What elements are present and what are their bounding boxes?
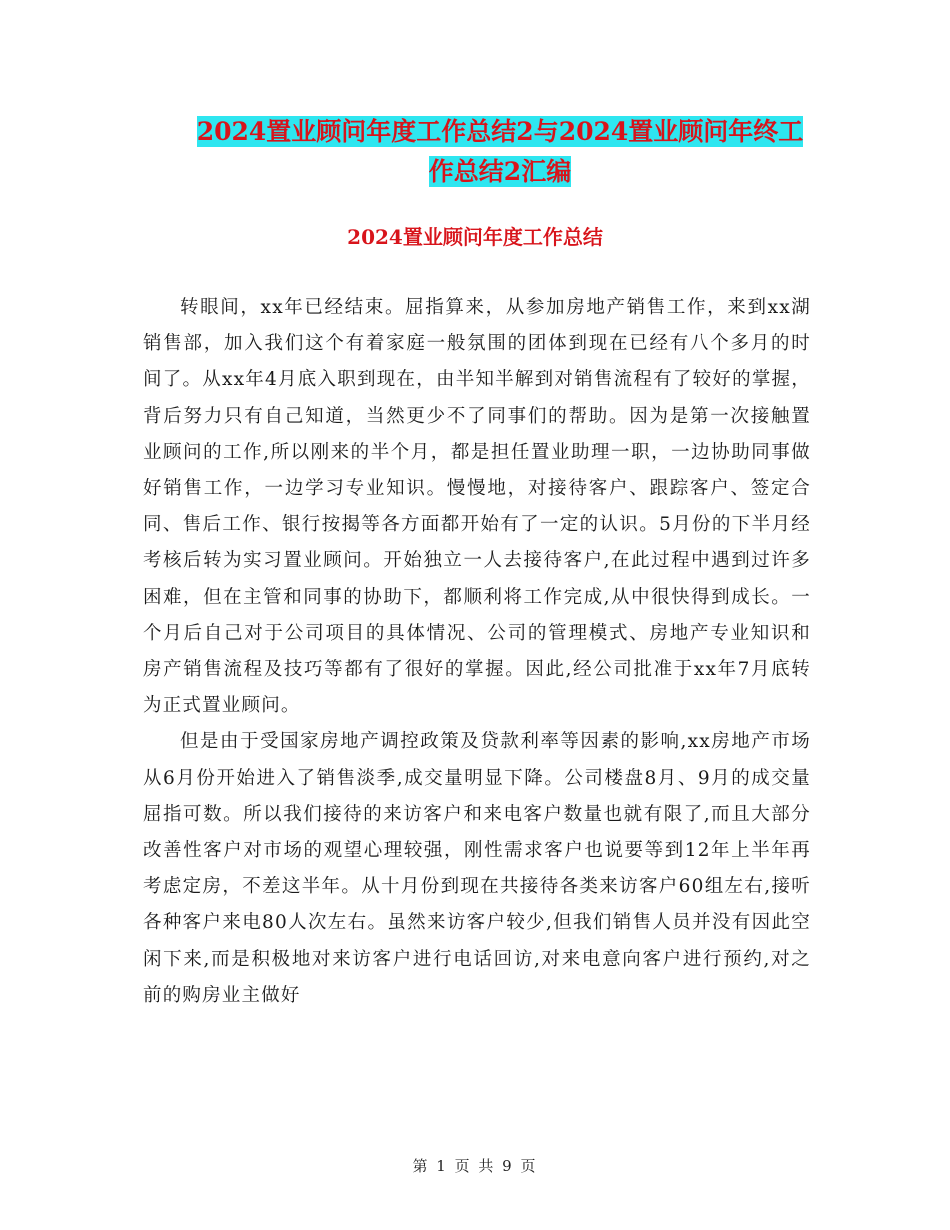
body-text bbox=[143, 290, 811, 1014]
page-number-footer: 第 1 页 共 9 页 bbox=[412, 1157, 538, 1175]
title-line-1: 2024置业顾问年度工作总结2与2024置业顾问年终工 bbox=[196, 117, 804, 146]
paragraph: 转眼间，xx年已经结束。屈指算来，从参加房地产销售工作，来到xx湖销售部，加入我们这个有着家庭一般氛围的团体到现在已经有八个多月的时间了。从xx年4月底入职到现在，由半知半解到对销售流程有了较好的掌握，背后努力只有自己知道，当然更少不了同事们的帮助。因为是第一次接触置业顾问的工作,所以刚来的半个月，都是担任置业助理一职，一边协助同事做好销售工作，一边学习专业知识。慢慢地，对接待客户、跟踪客户、签定合同、售后工作、银行按揭等各方面都开始有了一定的认识。5月份的下半月经考核后转为实习置业顾问。开始独立一人去接待客户,在此过程中遇到过许多困难，但在主管和同事的协助下，都顺利将工作完成,从中很快得到成长。一个月后自己对于公司项目的具体情况、公司的管理模式、房地产专业知识和房产销售流程及技巧等都有了很好的掌握。因此,经公司批准于xx年7月底转为正式置业顾问。 bbox=[143, 297, 811, 717]
title-line-2: 作总结2汇编 bbox=[428, 157, 572, 186]
paragraph: 但是由于受国家房地产调控政策及贷款利率等因素的影响,xx房地产市场从6月份开始进入了销售淡季,成交量明显下降。公司楼盘8月、9月的成交量屈指可数。所以我们接待的来访客户和来电客户数量也就有限了,而且大部分改善性客户对市场的观望心理较强，刚性需求客户也说要等到12年上半年再考虑定房，不差这半年。从十月份到现在共接待各类来访客户60组左右,接听各种客户来电80人次左右。虽然来访客户较少,但我们销售人员并没有因此空闲下来,而是积极地对来访客户进行电话回访,对来电意向客户进行预约,对之前的购房业主做好 bbox=[143, 731, 811, 1006]
document-title bbox=[140, 112, 860, 192]
section-title: 2024置业顾问年度工作总结 bbox=[347, 225, 603, 249]
